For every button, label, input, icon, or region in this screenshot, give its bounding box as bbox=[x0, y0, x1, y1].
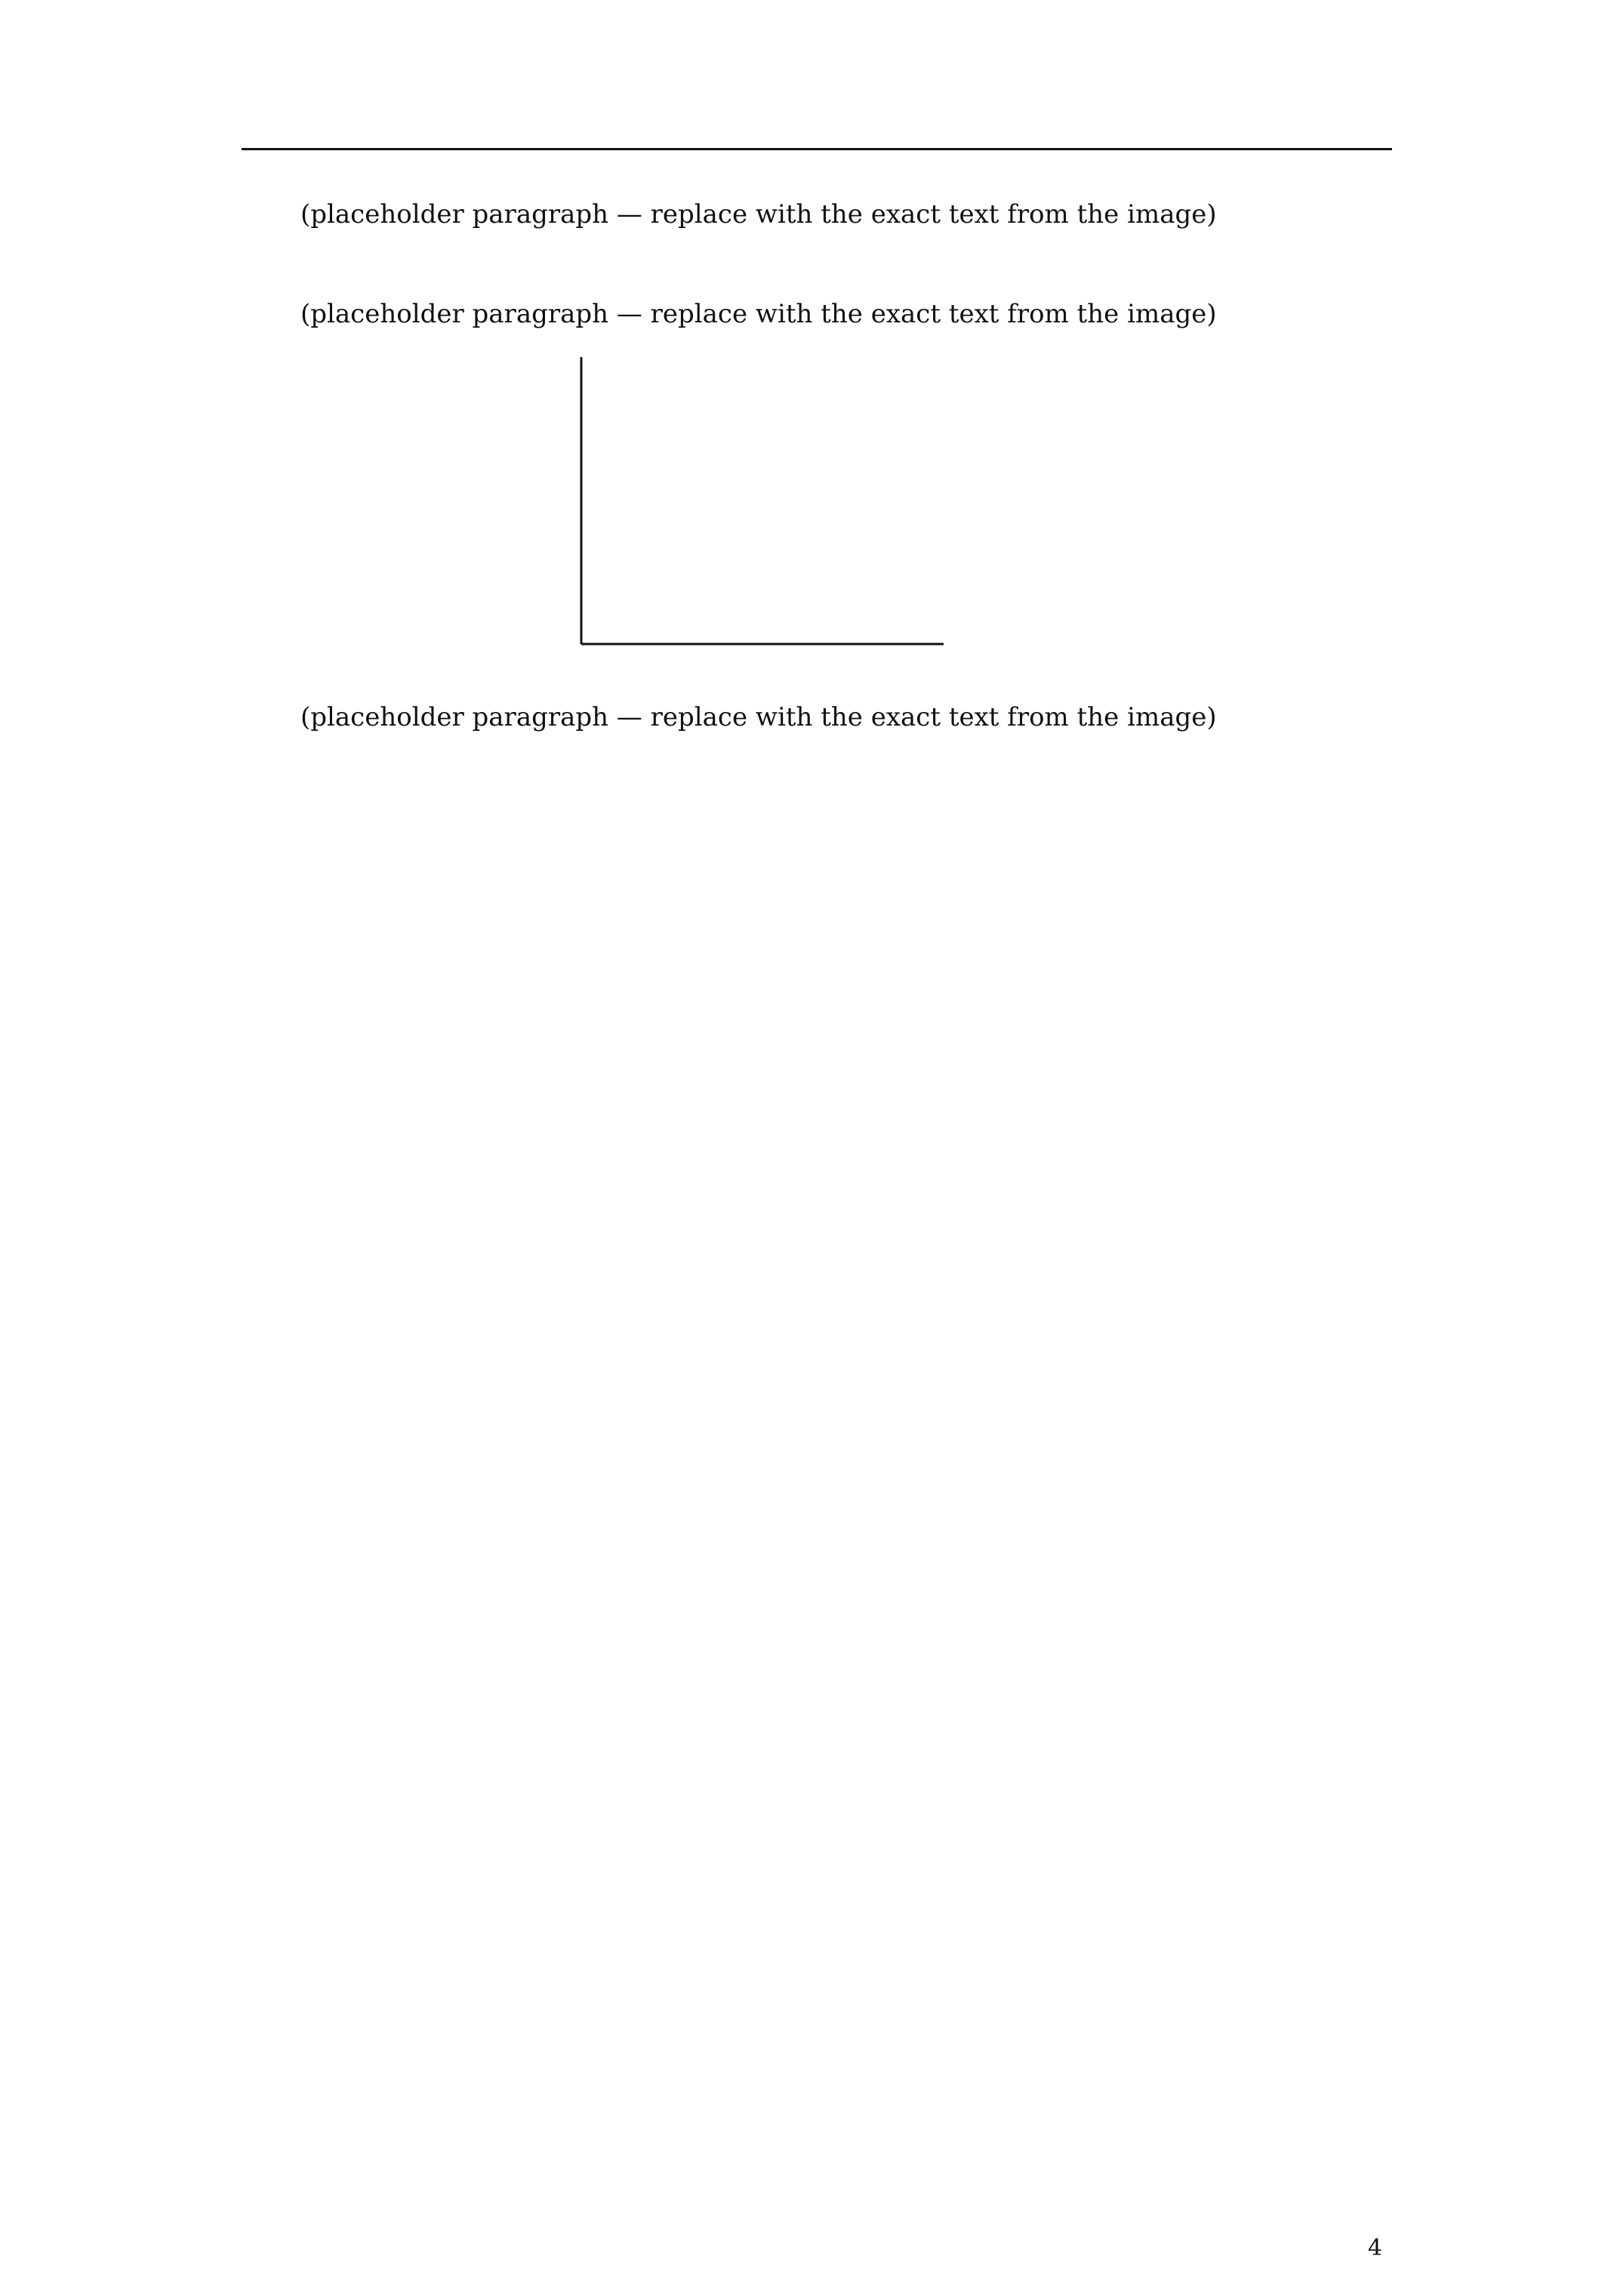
paragraph: (placeholder paragraph — replace with the exact text from the image) bbox=[300, 199, 1217, 230]
summary-badge bbox=[303, 244, 325, 288]
paragraph: (placeholder paragraph — replace with the exact text from the image) bbox=[300, 299, 1217, 329]
gas-mass-chart bbox=[551, 342, 974, 689]
document-body bbox=[249, 193, 1390, 739]
page-number: 4 bbox=[1368, 2235, 1383, 2261]
header-rule bbox=[242, 148, 1392, 150]
paragraph: (placeholder paragraph — replace with the exact text from the image) bbox=[300, 702, 1217, 732]
